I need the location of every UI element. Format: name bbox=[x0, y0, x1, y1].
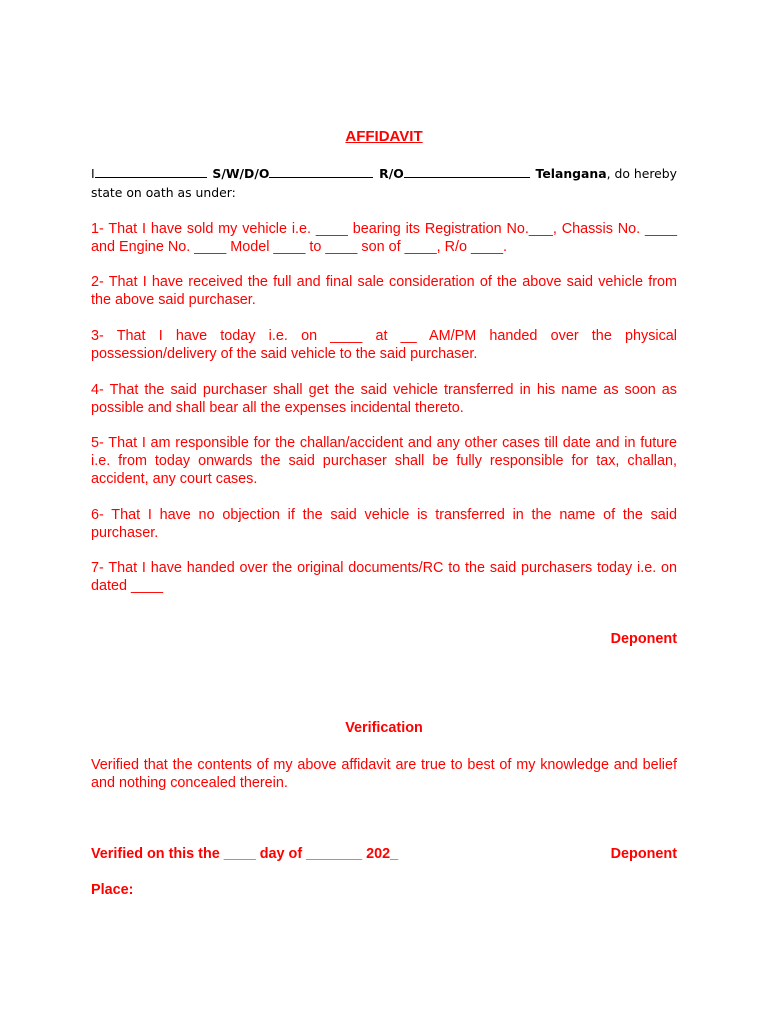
intro-swdo-label: S/W/D/O bbox=[212, 166, 270, 181]
paragraph-5: 5- That I am responsible for the challan/accident and any other cases till date and in future i.e. from today onwards the said purchaser shall be fully responsible for tax, challan, accident, any court cases. bbox=[91, 435, 677, 487]
place-label: Place: bbox=[91, 882, 134, 898]
intro-state-group bbox=[536, 164, 677, 183]
relation-name-blank bbox=[269, 164, 373, 178]
intro-swdo-group bbox=[212, 164, 373, 183]
intro-i-group bbox=[91, 164, 207, 183]
verification-heading: Verification bbox=[345, 720, 423, 736]
deponent-signature-label: Deponent bbox=[610, 631, 677, 647]
document-title: AFFIDAVIT bbox=[345, 128, 423, 145]
affidavit-page bbox=[91, 0, 677, 1024]
paragraph-7: 7- That I have handed over the original documents/RC to the said purchasers today i.e. on dated ____ bbox=[91, 560, 677, 594]
intro-line-1 bbox=[91, 164, 677, 183]
intro-ro-label: R/O bbox=[379, 166, 404, 181]
paragraph-4: 4- That the said purchaser shall get the said vehicle transferred in his name as soon as possible and shall bear all the expenses incidental thereto. bbox=[91, 382, 677, 416]
intro-i-label: I bbox=[91, 166, 95, 181]
paragraph-1: 1- That I have sold my vehicle i.e. ____ bearing its Registration No.___, Chassis No. ____ and Engine No. ____ Model ____ to ____ son of ____, R/o ____. bbox=[91, 221, 677, 255]
intro-ro-group bbox=[379, 164, 530, 183]
verification-text: Verified that the contents of my above affidavit are true to best of my knowledge and belief and nothing concealed therein. bbox=[91, 757, 677, 791]
intro-paragraph bbox=[91, 164, 677, 202]
intro-line-2: state on oath as under: bbox=[91, 185, 236, 200]
intro-state-name: Telangana bbox=[535, 166, 607, 181]
verified-on-line: Verified on this the ____ day of _______ 202_ bbox=[91, 846, 399, 862]
residence-blank bbox=[404, 164, 530, 178]
deponent-verification-label: Deponent bbox=[610, 846, 677, 862]
paragraph-3: 3- That I have today i.e. on ____ at __ AM/PM handed over the physical possession/delivery of the said vehicle to the said purchaser. bbox=[91, 328, 677, 362]
intro-after-state: , do hereby bbox=[606, 166, 677, 181]
name-blank bbox=[95, 164, 207, 178]
paragraph-2: 2- That I have received the full and final sale consideration of the above said vehicle from the above said purchaser. bbox=[91, 274, 677, 308]
paragraph-6: 6- That I have no objection if the said vehicle is transferred in the name of the said purchaser. bbox=[91, 507, 677, 541]
